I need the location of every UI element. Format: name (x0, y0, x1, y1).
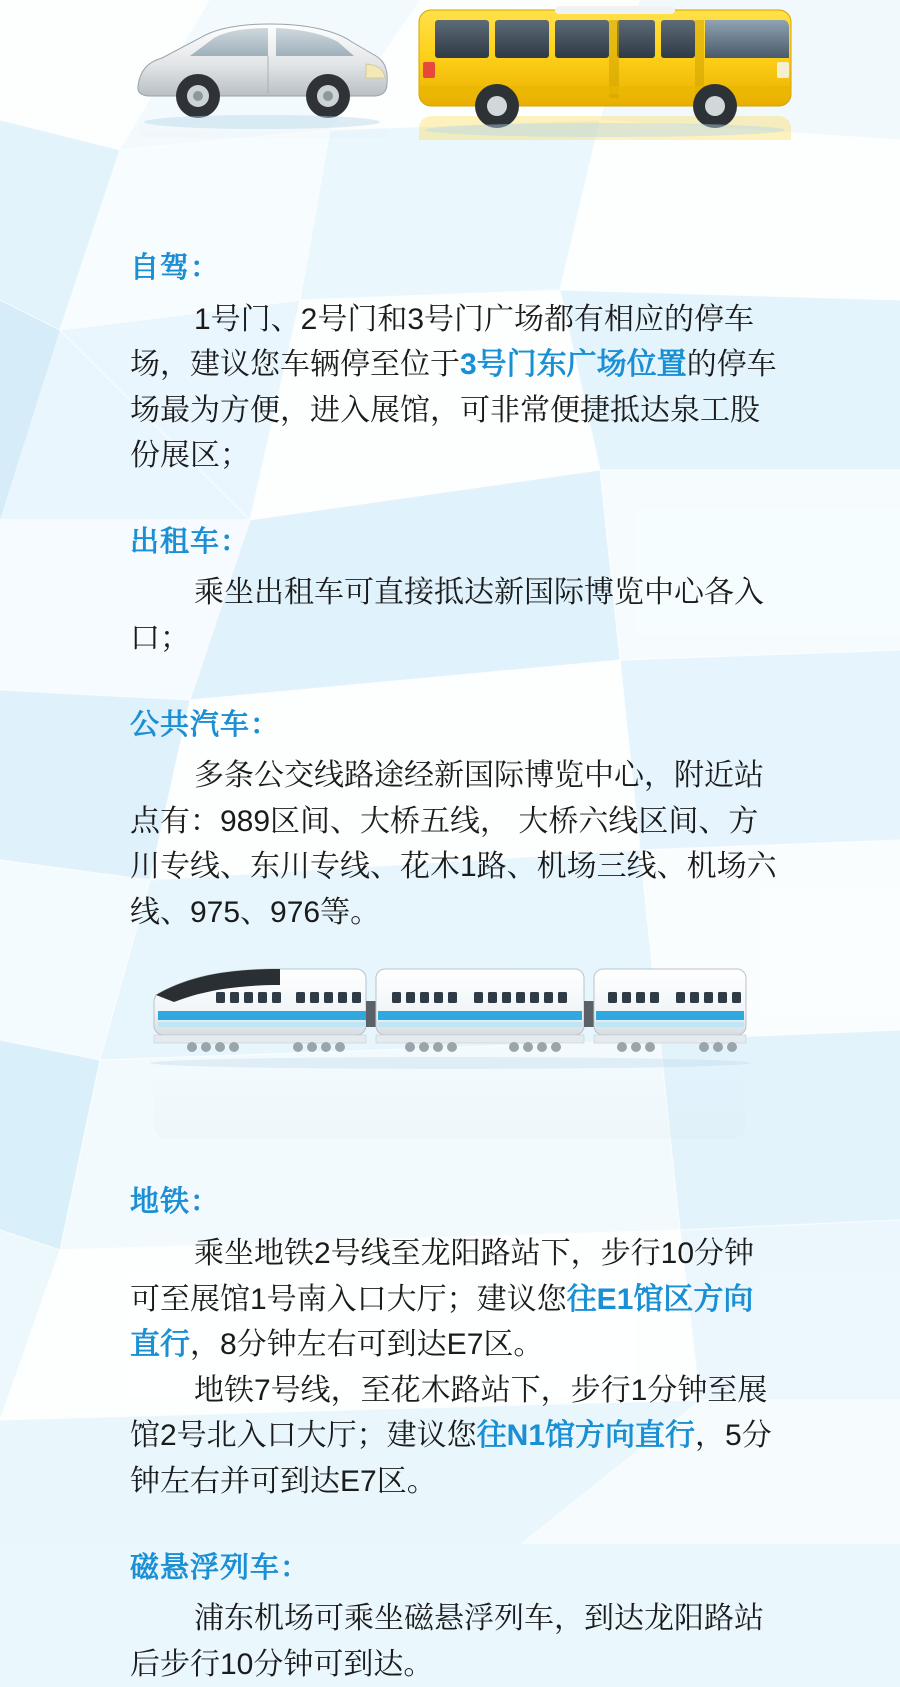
paragraph-self-drive (130, 297, 780, 479)
text-run: 浦东机场可乘坐磁悬浮列车，到达龙阳路站后步行10分钟可到达。 (130, 1602, 764, 1681)
vehicle-illustrations (0, 0, 900, 205)
text-run: 乘坐地铁2号线至龙阳路站下，步行10分钟可至展馆1号南入口大厅；建议您 (130, 1237, 754, 1316)
highlight-run: 往E1馆区方向直行 (130, 1283, 753, 1362)
text-run: 乘坐出租车可直接抵达新国际博览中心各入口； (130, 576, 764, 655)
section-bus (0, 704, 900, 936)
train-illustration-wrapper (0, 945, 900, 1155)
text-run: 的停车场最为方便，进入展馆，可非常便捷抵达泉工股份展区； (130, 348, 777, 472)
section-taxi (0, 521, 900, 662)
heading-metro: 地铁： (130, 1181, 780, 1225)
highlight-run: 3号门东广场位置 (460, 348, 687, 381)
heading-taxi: 出租车： (130, 521, 780, 565)
paragraph-metro-line7 (130, 1368, 780, 1505)
text-run: 地铁7号线，至花木路站下，步行1分钟至展馆2号北入口大厅；建议您 (130, 1374, 767, 1453)
section-metro (0, 1181, 900, 1504)
paragraph-metro-line2 (130, 1231, 780, 1368)
text-run: ，5分钟左右并可到达E7区。 (130, 1419, 772, 1498)
train-illustration (130, 945, 770, 1145)
section-self-drive (0, 247, 900, 479)
heading-bus: 公共汽车： (130, 704, 780, 748)
text-run: ，8分钟左右可到达E7区。 (190, 1328, 543, 1361)
heading-self-drive: 自驾： (130, 247, 780, 291)
paragraph-taxi (130, 570, 780, 661)
heading-maglev: 磁悬浮列车： (130, 1547, 780, 1591)
section-maglev (0, 1547, 900, 1687)
text-run: 1号门、2号门和3号门广场都有相应的停车场，建议您车辆停至位于 (130, 303, 754, 382)
bus-illustration (405, 0, 805, 140)
paragraph-maglev (130, 1596, 780, 1687)
text-run: 多条公交线路途经新国际博览中心，附近站点有：989区间、大桥五线， 大桥六线区间、方川专线、东川专线、花木1路、机场三线、机场六线、975、976等。 (130, 759, 777, 929)
highlight-run: 往N1馆方向直行 (477, 1419, 695, 1452)
car-illustration (130, 8, 395, 138)
paragraph-bus (130, 753, 780, 935)
